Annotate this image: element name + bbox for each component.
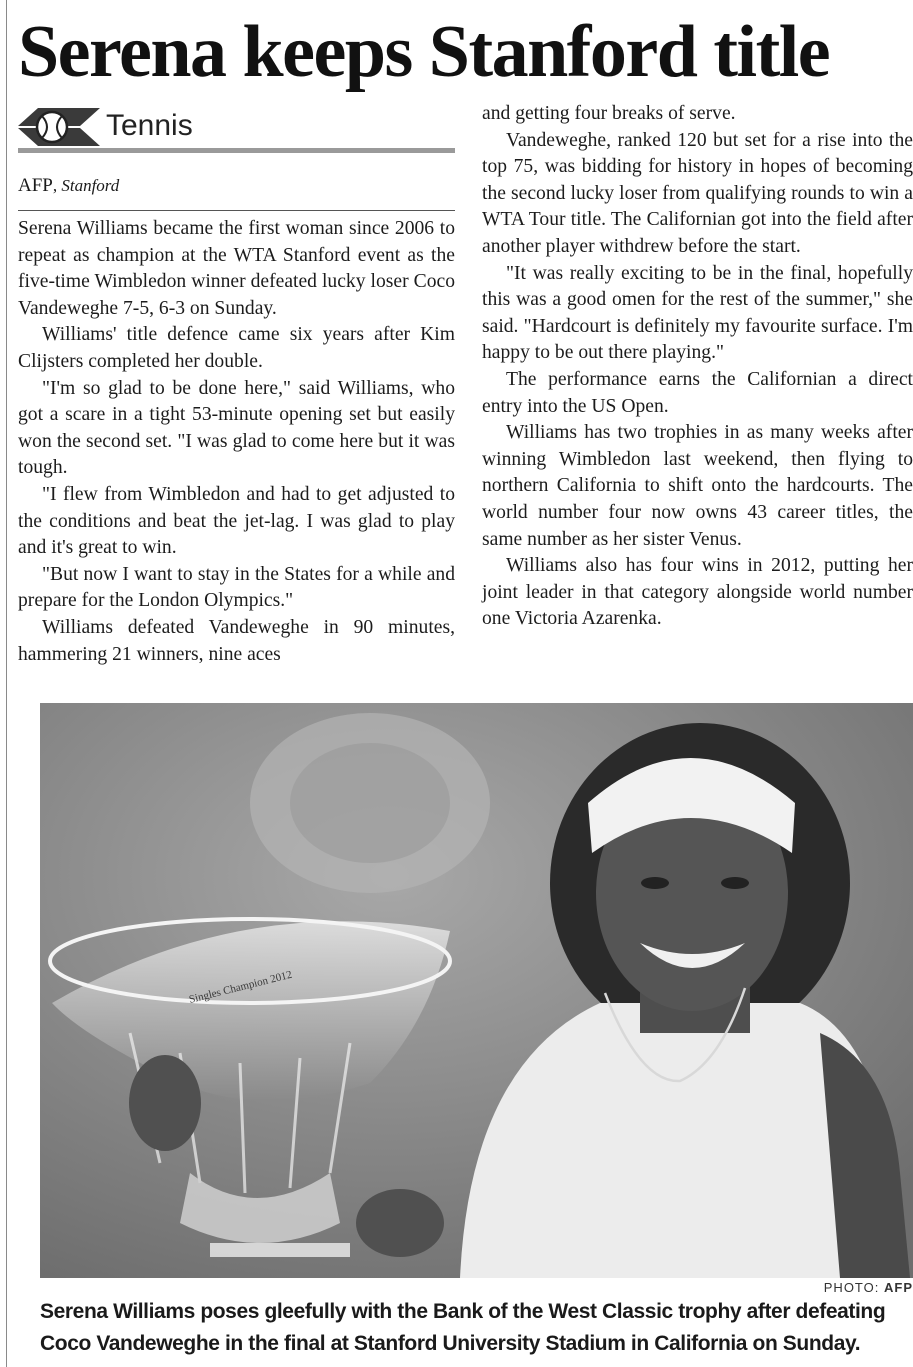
article-paragraph: "I'm so glad to be done here," said Williams, who got a scare in a tight 53-minute opening set but easily won the second set. "I was glad to come here but it was tough. bbox=[18, 377, 455, 479]
article-paragraph: Williams also has four wins in 2012, putting her joint leader in that category alongside world number one Victoria Azarenka. bbox=[482, 555, 913, 630]
photo-illustration bbox=[40, 703, 913, 1278]
article-paragraph: "But now I want to stay in the States for a while and prepare for the London Olympics." bbox=[18, 563, 455, 612]
article-paragraph: Vandeweghe, ranked 120 but set for a rise into the top 75, was bidding for history in hopes of becoming the second lucky loser from qualifying rounds to win a WTA Tour title. The Californian got into the field after another player withdrew before the start. bbox=[482, 129, 913, 257]
byline-separator: , bbox=[52, 176, 58, 195]
photo-caption bbox=[40, 1296, 913, 1360]
byline-place: Stanford bbox=[61, 176, 120, 195]
caption-line: Serena Williams poses gleefully with the Bank of the West Classic trophy after defeating bbox=[40, 1300, 886, 1323]
article-paragraph: Williams' title defence came six years after Kim Clijsters completed her double. bbox=[18, 324, 455, 372]
article-paragraph: Williams defeated Vandeweghe in 90 minutes, hammering 21 winners, nine aces bbox=[18, 616, 455, 665]
news-photo bbox=[40, 703, 913, 1278]
section-tag bbox=[18, 104, 455, 153]
article-paragraph: Williams has two trophies in as many weeks after winning Wimbledon last weekend, then flying to northern California to shift onto the hardcourts. The world number four now owns 43 career titles, the same number as her sister Venus. bbox=[482, 422, 913, 550]
article-column-right bbox=[482, 101, 913, 633]
byline-agency: AFP bbox=[18, 175, 53, 196]
byline bbox=[18, 172, 455, 211]
headline: Serena keeps Stanford title bbox=[18, 11, 830, 93]
article-paragraph: The performance earns the Californian a direct entry into the US Open. bbox=[482, 368, 913, 417]
article-paragraph: "I flew from Wimbledon and had to get adjusted to the conditions and beat the jet-lag. I was glad to play and it's great to win. bbox=[18, 483, 455, 559]
caption-line: Coco Vandeweghe in the final at Stanford University Stadium in California on Sunday. bbox=[40, 1332, 861, 1355]
photo-credit bbox=[824, 1280, 913, 1295]
trophy-engraving: Singles Champion 2012 bbox=[187, 968, 294, 1006]
article-paragraph: and getting four breaks of serve. bbox=[482, 103, 736, 124]
photo-credit-source: AFP bbox=[884, 1280, 913, 1295]
article-column-left bbox=[18, 216, 455, 668]
tennis-ball-icon bbox=[18, 108, 100, 146]
photo-credit-label: PHOTO: bbox=[823, 1280, 880, 1295]
article-paragraph: Serena Williams became the first woman since 2006 to repeat as champion at the WTA Stanford event as the five-time Wimbledon winner defeated lucky loser Coco Vandeweghe 7-5, 6-3 on Sunday. bbox=[18, 218, 455, 319]
section-name: Tennis bbox=[106, 109, 193, 142]
article-paragraph: "It was really exciting to be in the final, hopefully this was a good omen for the rest of the summer," she said. "Hardcourt is definitely my favourite surface. I'm happy to be out there playing." bbox=[482, 262, 913, 364]
